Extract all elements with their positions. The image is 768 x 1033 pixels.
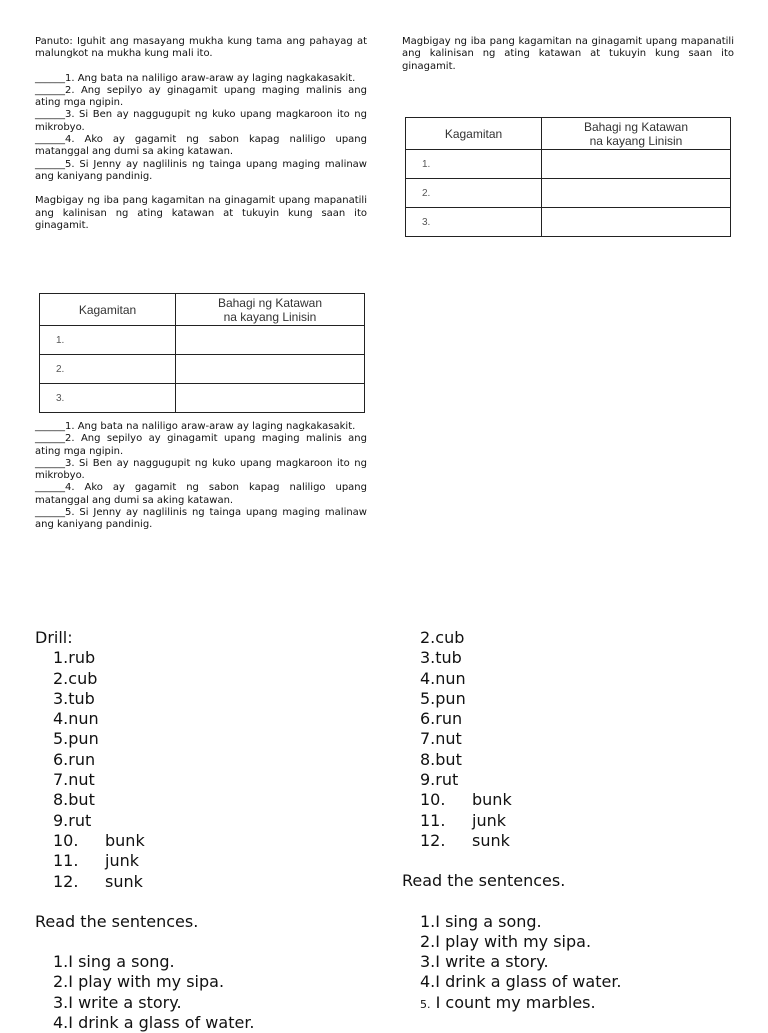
drill-word: 8.but — [420, 749, 462, 769]
drill-word — [402, 790, 742, 810]
sentence-item: 4.I drink a glass of water. — [420, 972, 622, 992]
read-heading: Read the sentences. — [402, 871, 566, 891]
table-row-number: 1. — [406, 150, 542, 179]
table-answer-cell[interactable] — [542, 208, 731, 237]
drill-word: 5.pun — [420, 688, 466, 708]
statement-item: ______4. Ako ay gagamit ng sabon kapag naliligo upang matanggal ang dumi sa aking katawan. — [35, 482, 367, 506]
table-answer-cell[interactable] — [176, 326, 365, 355]
table-header-kagamitan: Kagamitan — [40, 294, 176, 326]
drill-word-text: bunk — [105, 830, 145, 850]
drill-word: 6.run — [420, 709, 463, 729]
statement-item: ______5. Si Jenny ay naglilinis ng tainga upang maging malinaw ang kaniyang pandinig. — [35, 158, 367, 182]
sentence-item: 3.I write a story. — [53, 992, 182, 1012]
drill-word-text: sunk — [105, 871, 143, 891]
drill-word: 4.nun — [420, 668, 466, 688]
drill-word — [402, 811, 742, 831]
sentence-item — [402, 993, 742, 1015]
drill-word: 1.rub — [53, 648, 96, 668]
drill-word: 6.run — [53, 749, 96, 769]
sentence-item: 2.I play with my sipa. — [420, 931, 592, 951]
drill-number: 10. — [53, 830, 79, 850]
statement-item: ______2. Ang sepilyo ay ginagamit upang maging malinis ang ating mga ngipin. — [35, 433, 367, 457]
right-top-section — [402, 36, 734, 73]
sentence-item: 1.I sing a song. — [420, 911, 542, 931]
table-row-number: 2. — [406, 179, 542, 208]
drill-word: 9.rut — [53, 810, 92, 830]
drill-word: 3.tub — [420, 648, 462, 668]
drill-word: 2.cub — [420, 628, 465, 647]
statement-item: ______3. Si Ben ay naggugupit ng kuko upang magkaroon ito ng mikrobyo. — [35, 457, 367, 482]
statement-item: ______5. Si Jenny ay naglilinis ng tainga upang maging malinaw ang kaniyang pandinig. — [35, 507, 367, 531]
drill-number: 11. — [420, 810, 446, 830]
sentence-item: 2.I play with my sipa. — [53, 972, 225, 992]
drill-word-text: bunk — [472, 790, 512, 810]
drill-number: 12. — [420, 830, 446, 850]
table-row-number: 3. — [40, 384, 176, 413]
drill-heading: Drill: — [35, 628, 73, 647]
table-row-number: 1. — [40, 326, 176, 355]
table-answer-cell[interactable] — [176, 384, 365, 413]
drill-word — [402, 831, 742, 851]
drill-word: 7.nut — [420, 729, 462, 749]
left-bottom-section — [35, 421, 367, 532]
drill-word-text: sunk — [472, 830, 510, 850]
header-line: Bahagi ng Katawan — [217, 295, 323, 310]
drill-number: 10. — [420, 790, 446, 810]
drill-number: 11. — [53, 851, 79, 871]
drill-word — [35, 851, 375, 871]
sentence-item: 4.I drink a glass of water. — [53, 1013, 255, 1033]
drill-word: 3.tub — [53, 688, 95, 708]
statement-item: ______3. Si Ben ay naggugupit ng kuko upang magkaroon ito ng mikrobyo. — [35, 109, 367, 133]
drill-word — [35, 872, 375, 892]
task-text: Magbigay ng iba pang kagamitan na ginagamit upang mapanatili ang kalinisan ng ating katawan at tukuyin kung saan ito ginagamit. — [402, 36, 734, 72]
drill-right-section — [402, 628, 742, 1015]
table-row-number: 3. — [406, 208, 542, 237]
drill-word-text: junk — [105, 851, 139, 871]
drill-word: 9.rut — [420, 770, 459, 790]
read-heading: Read the sentences. — [35, 911, 199, 931]
table-header-bahagi — [176, 294, 365, 326]
statement-item: ______1. Ang bata na naliligo araw-araw ay laging nagkakasakit. — [35, 421, 356, 432]
table-answer-cell[interactable] — [542, 179, 731, 208]
sentence-item: 1.I sing a song. — [53, 952, 175, 972]
header-line: na kayang Linisin — [223, 309, 317, 324]
drill-left-section — [35, 628, 375, 1033]
sentence-item: 3.I write a story. — [420, 952, 549, 972]
header-line: Bahagi ng Katawan — [583, 119, 689, 134]
table-row-number: 2. — [40, 355, 176, 384]
table-header-bahagi — [542, 118, 731, 150]
table-header-kagamitan: Kagamitan — [406, 118, 542, 150]
drill-word: 2.cub — [53, 668, 98, 688]
drill-word: 4.nun — [53, 709, 99, 729]
sentence-text: I count my marbles. — [430, 992, 596, 1012]
drill-word: 8.but — [53, 790, 95, 810]
instruction-text: Panuto: Iguhit ang masayang mukha kung tama ang pahayag at malungkot na mukha kung mali ito. — [35, 36, 367, 60]
header-line: na kayang Linisin — [589, 133, 683, 148]
drill-word: 7.nut — [53, 770, 95, 790]
drill-word: 5.pun — [53, 729, 99, 749]
table-answer-cell[interactable] — [542, 150, 731, 179]
sentence-number: 5. — [420, 997, 431, 1011]
hygiene-table-left — [39, 293, 365, 413]
drill-word — [35, 831, 375, 851]
drill-word-text: junk — [472, 810, 506, 830]
drill-number: 12. — [53, 871, 79, 891]
statement-item: ______4. Ako ay gagamit ng sabon kapag naliligo upang matanggal ang dumi sa aking katawan. — [35, 134, 367, 158]
task-text: Magbigay ng iba pang kagamitan na ginagamit upang mapanatili ang kalinisan ng ating katawan at tukuyin kung saan ito ginagamit. — [35, 195, 367, 231]
left-top-section — [35, 36, 367, 232]
statement-item: ______1. Ang bata na naliligo araw-araw ay laging nagkakasakit. — [35, 72, 356, 84]
table-answer-cell[interactable] — [176, 355, 365, 384]
hygiene-table-right — [405, 117, 731, 237]
statement-item: ______2. Ang sepilyo ay ginagamit upang maging malinis ang ating mga ngipin. — [35, 84, 367, 109]
